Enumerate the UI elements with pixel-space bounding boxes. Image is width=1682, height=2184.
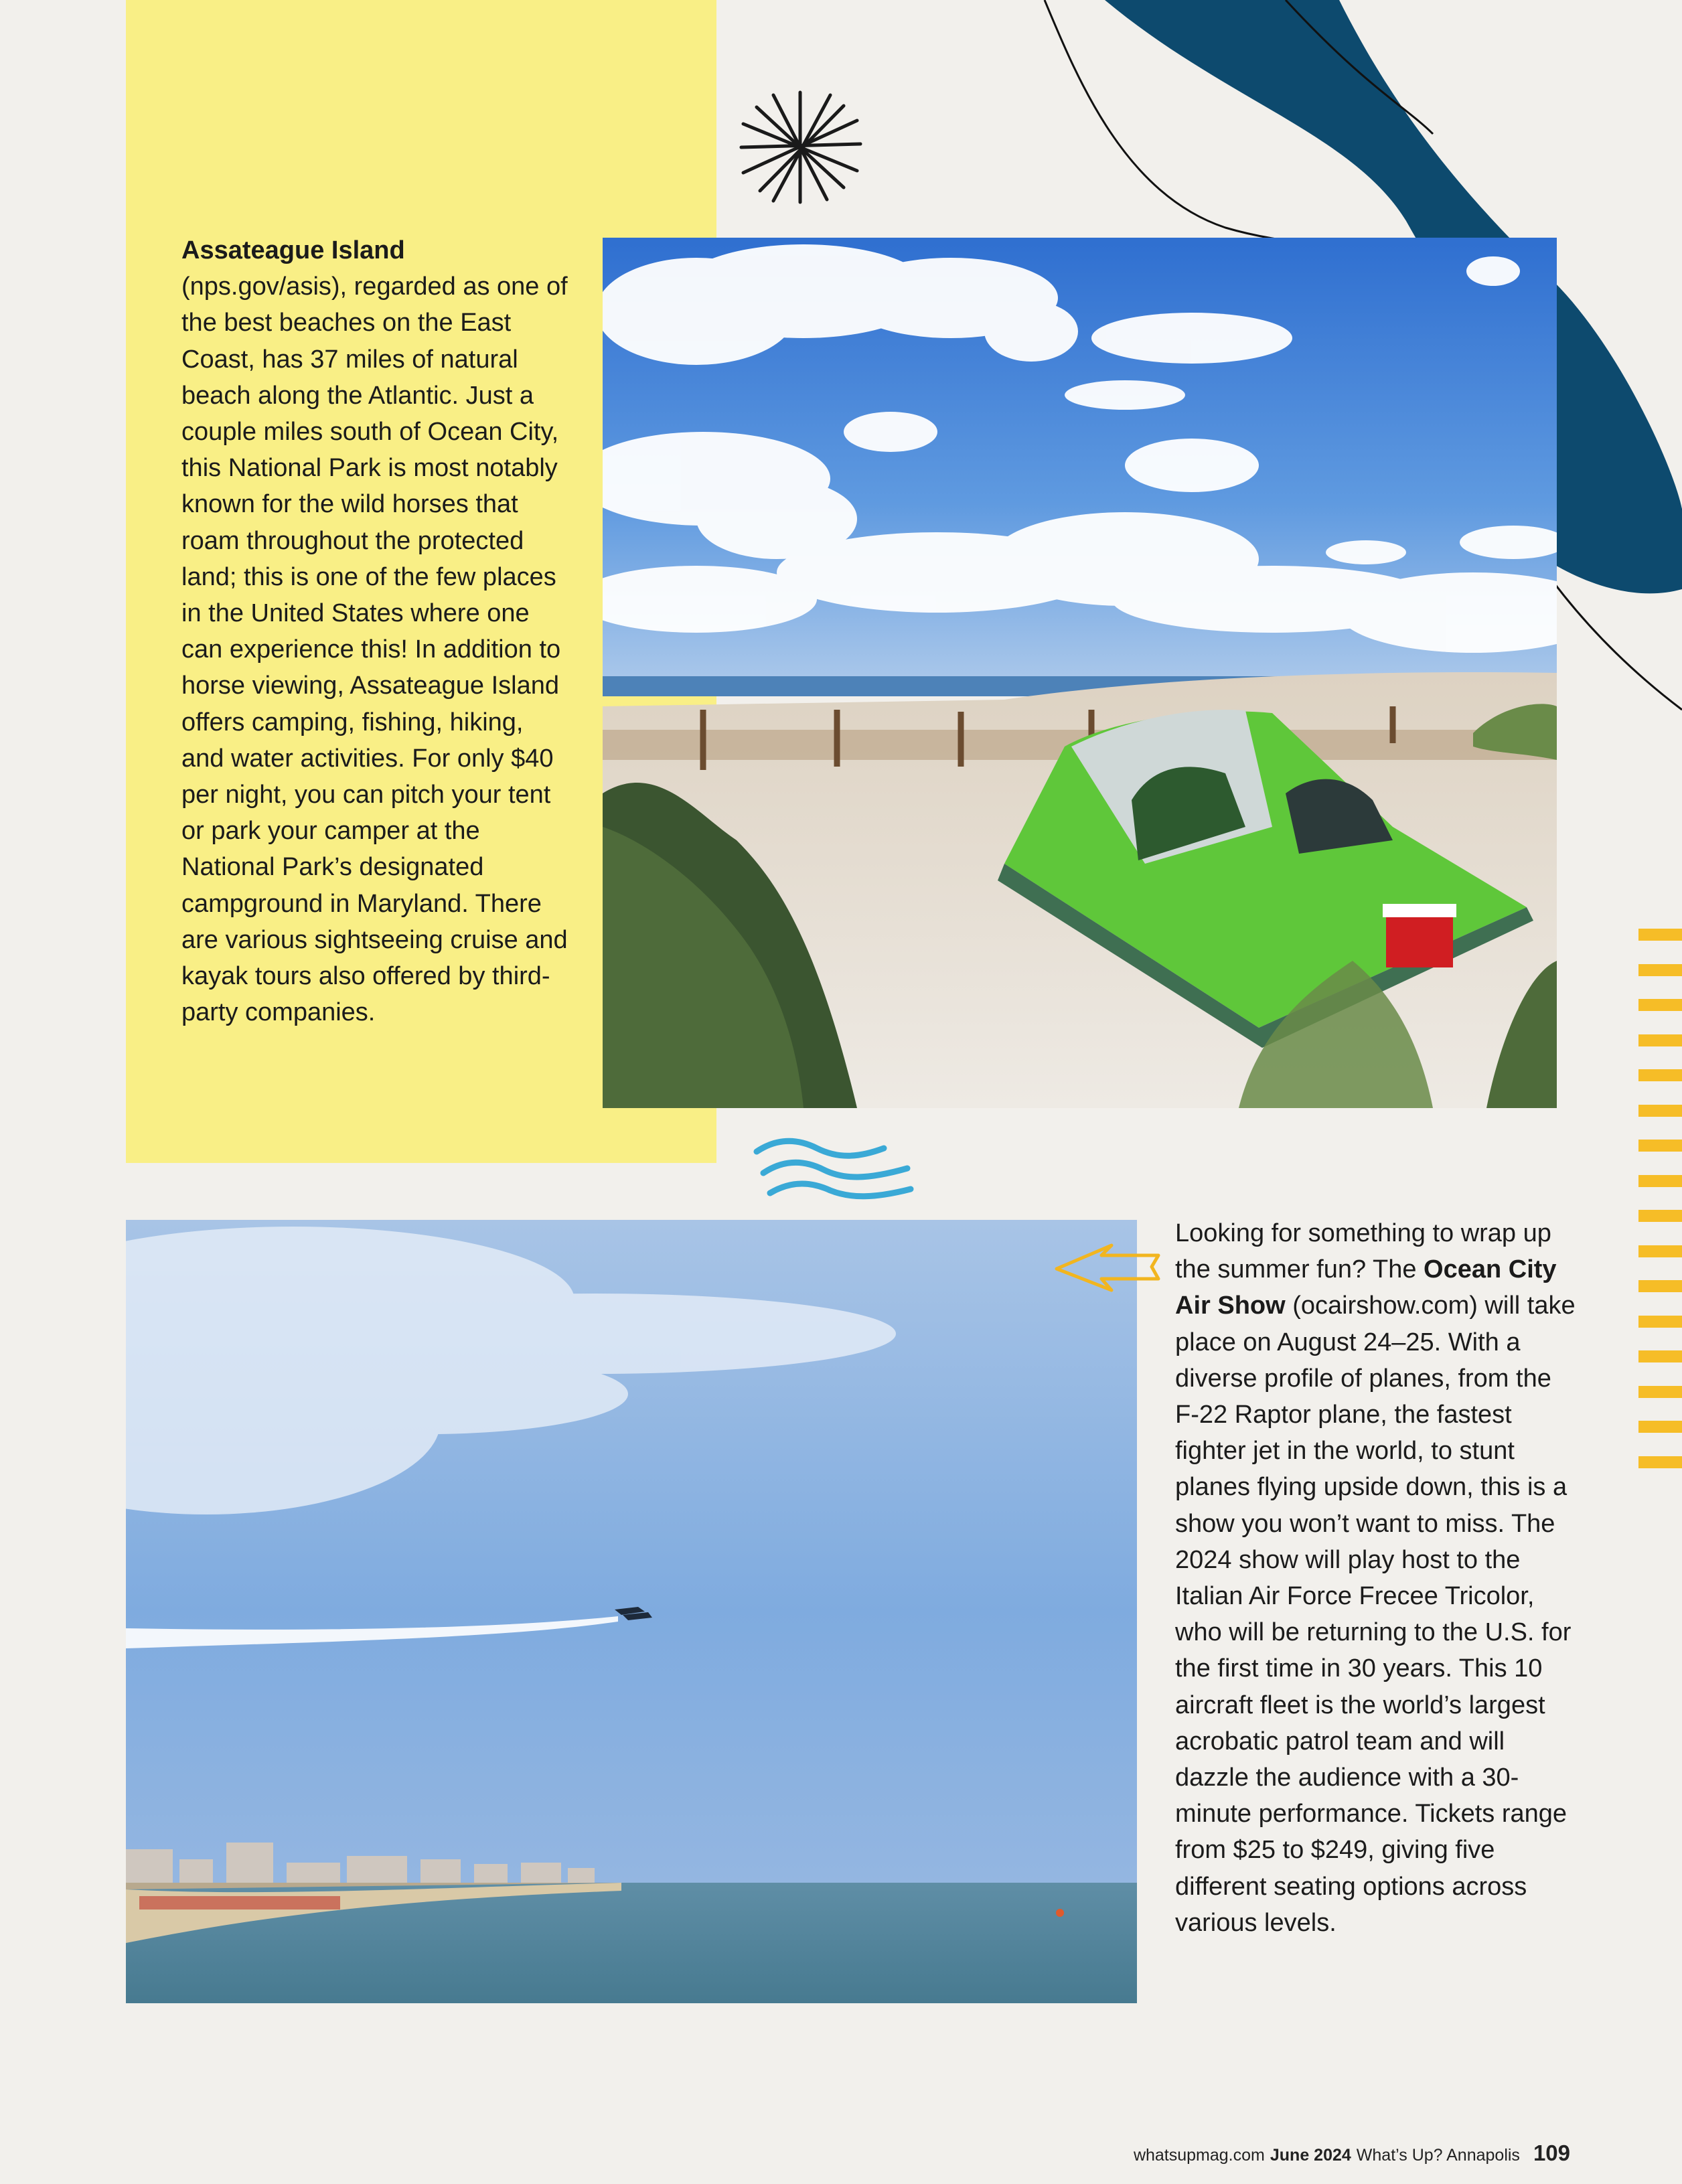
air-show-photo	[126, 1220, 1137, 2003]
left-arrow-icon	[1051, 1242, 1162, 1296]
decorative-stripes	[1638, 929, 1682, 1461]
stripe	[1638, 964, 1682, 976]
stripe	[1638, 1386, 1682, 1398]
stripe	[1638, 1140, 1682, 1152]
page-number: 109	[1533, 2140, 1570, 2165]
stripe	[1638, 1280, 1682, 1292]
stripe	[1638, 1034, 1682, 1046]
footer-magazine: What’s Up? Annapolis	[1356, 2146, 1520, 2165]
stripe	[1638, 1421, 1682, 1433]
air-show-body: (ocairshow.com) will take place on August 24–25. With a diverse profile of planes, from the F-22 Raptor plane, the fastest fighter jet in the world, to stunt planes flying upside down, this is a show you won’t want to miss. The 2024 show will play host to the Italian Air Force Frecee Tricolor, who will be returning to the U.S. for the first time in 30 years. This 10 aircraft fleet is the world’s largest acrobatic patrol team and will dazzle the audience with a 30-minute performance. Tickets range from $25 to $249, giving five different seating options across various levels.	[1175, 1292, 1576, 1937]
tent-beach-photo	[603, 238, 1557, 1108]
stripe	[1638, 1245, 1682, 1257]
air-show-intro: Looking for something to wrap up the summer fun? The	[1175, 1219, 1551, 1284]
stripe	[1638, 999, 1682, 1011]
stripe	[1638, 1105, 1682, 1117]
assateague-body: (nps.gov/asis), regarded as one of the best beaches on the East Coast, has 37 miles of natural beach along the Atlantic. Just a couple miles south of Ocean City, this National Park is most notably known for the wild horses that roam throughout the protected land; this is one of the few places in the United States where one can experience this! In addition to horse viewing, Assateague Island offers camping, fishing, hiking, and water activities. For only $40 per night, you can pitch your tent or park your camper at the National Park’s designated campground in Maryland. There are various sightseeing cruise and kayak tours also offered by third-party companies.	[181, 272, 568, 1027]
page-footer	[1035, 2140, 1570, 2167]
assateague-title: Assateague Island	[181, 236, 405, 264]
air-show-article	[1175, 1215, 1577, 1941]
stripe	[1638, 1069, 1682, 1081]
stripe	[1638, 1316, 1682, 1328]
air-show-title: Ocean City Air Show	[1175, 1255, 1557, 1320]
wave-squiggle-icon	[750, 1132, 917, 1205]
stripe	[1638, 1350, 1682, 1362]
stripe	[1638, 1456, 1682, 1468]
footer-issue: June 2024	[1270, 2146, 1351, 2165]
starburst-icon	[733, 87, 867, 208]
stripe	[1638, 929, 1682, 941]
assateague-article	[181, 232, 570, 1030]
stripe	[1638, 1210, 1682, 1222]
footer-site: whatsupmag.com	[1133, 2146, 1265, 2165]
stripe	[1638, 1175, 1682, 1187]
